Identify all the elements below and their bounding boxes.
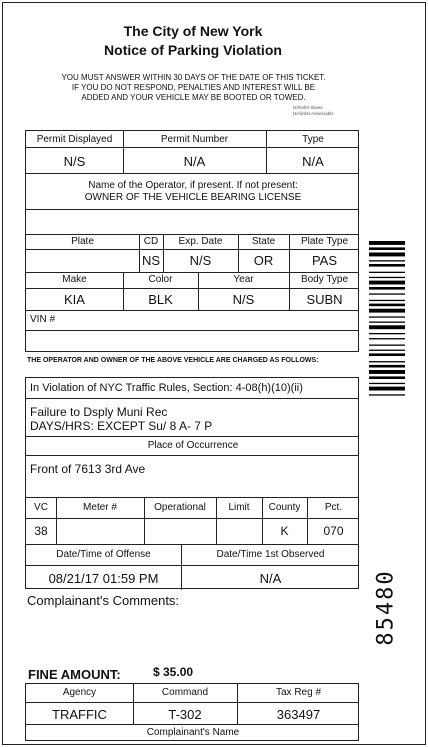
tax-reg-value: 363497 xyxy=(276,707,321,722)
place-value: Front of 7613 3rd Ave xyxy=(30,462,146,476)
complainant-name-label: Complainant's Name xyxy=(146,727,240,738)
pct-label: Pct. xyxy=(324,502,343,513)
cd-label: CD xyxy=(143,236,159,247)
vc-value: 38 xyxy=(34,524,48,538)
offense-date-value: 08/21/17 01:59 PM xyxy=(48,571,159,586)
county-label: County xyxy=(268,502,301,513)
warning-line-3: ADDED AND YOUR VEHICLE MAY BE BOOTED OR TOWED. xyxy=(81,93,306,102)
permit-number-label: Permit Number xyxy=(160,134,229,145)
body-type-value: SUBN xyxy=(306,292,343,307)
operational-label: Operational xyxy=(154,502,206,513)
pct-value: 070 xyxy=(323,524,344,538)
permit-type-value: N/A xyxy=(302,154,324,169)
complainant-comments: Complainant's Comments: xyxy=(27,593,180,608)
small-note-2: N/Alinfet Asseiciabls xyxy=(293,111,334,116)
operator-line-2: OWNER OF THE VEHICLE BEARING LICENSE xyxy=(84,192,302,203)
plate-label: Plate xyxy=(71,236,94,247)
small-note-1: N/Sinfet Stwee xyxy=(293,105,323,110)
agency-value: TRAFFIC xyxy=(52,707,107,722)
permit-displayed-value: N/S xyxy=(63,154,86,169)
tax-reg-label: Tax Reg # xyxy=(275,687,322,698)
warning-line-1: YOU MUST ANSWER WITHIN 30 DAYS OF THE DATE OF THIS TICKET. xyxy=(61,73,326,82)
parking-ticket xyxy=(2,2,426,745)
city-title: The City of New York xyxy=(123,23,263,39)
make-label: Make xyxy=(62,274,87,285)
violation-desc-2: DAYS/HRS: EXCEPT Su/ 8 A- 7 P xyxy=(30,419,213,433)
response-warning xyxy=(21,73,366,103)
command-label: Command xyxy=(161,687,209,698)
plate-type-label: Plate Type xyxy=(300,236,349,247)
charged-statement: THE OPERATOR AND OWNER OF THE ABOVE VEHICLE ARE CHARGED AS FOLLOWS: xyxy=(27,357,319,364)
first-observed-label: Date/Time 1st Observed xyxy=(216,549,325,560)
exp-date-value: N/S xyxy=(189,253,212,268)
state-label: State xyxy=(251,236,276,247)
agency-box xyxy=(25,683,359,741)
color-value: BLK xyxy=(148,292,173,307)
place-label: Place of Occurrence xyxy=(147,440,239,451)
notice-title: Notice of Parking Violation xyxy=(104,42,282,58)
violation-desc-1: Failure to Dsply Muni Rec xyxy=(30,405,168,419)
fine-amount-value: $ 35.00 xyxy=(153,665,194,679)
state-value: OR xyxy=(253,253,274,268)
year-label: Year xyxy=(233,274,254,285)
make-value: KIA xyxy=(64,292,85,307)
small-note xyxy=(293,105,373,117)
ticket-number-text: 85480 xyxy=(373,569,399,646)
county-value: K xyxy=(280,524,289,538)
exp-date-label: Exp. Date xyxy=(178,236,223,247)
first-observed-value: N/A xyxy=(259,571,282,586)
ticket-number-vertical xyxy=(373,563,399,653)
violation-section: In Violation of NYC Traffic Rules, Section: 4-08(h)(10)(ii) xyxy=(30,382,303,394)
warning-line-2: IF YOU DO NOT RESPOND, PENALTIES AND INTEREST WILL BE xyxy=(71,83,316,92)
barcode-icon xyxy=(369,241,405,433)
fine-amount-label: FINE AMOUNT: xyxy=(28,667,121,682)
limit-label: Limit xyxy=(228,502,250,513)
year-value: N/S xyxy=(232,292,255,307)
offense-date-label: Date/Time of Offense xyxy=(56,549,151,560)
violation-box xyxy=(25,377,359,589)
operator-line-1: Name of the Operator, if present. If not present: xyxy=(88,180,298,191)
permit-displayed-label: Permit Displayed xyxy=(36,134,113,145)
cd-value: NS xyxy=(141,253,161,268)
agency-label: Agency xyxy=(62,687,97,698)
vin-label: VIN # xyxy=(30,314,56,325)
vehicle-info-box xyxy=(25,130,359,352)
plate-type-value: PAS xyxy=(311,253,338,268)
permit-type-label: Type xyxy=(302,134,324,145)
body-type-label: Body Type xyxy=(300,274,349,285)
vc-label: VC xyxy=(34,502,48,513)
meter-label: Meter # xyxy=(83,502,117,513)
color-label: Color xyxy=(148,274,173,285)
permit-number-value: N/A xyxy=(183,154,206,169)
command-value: T-302 xyxy=(168,707,202,722)
